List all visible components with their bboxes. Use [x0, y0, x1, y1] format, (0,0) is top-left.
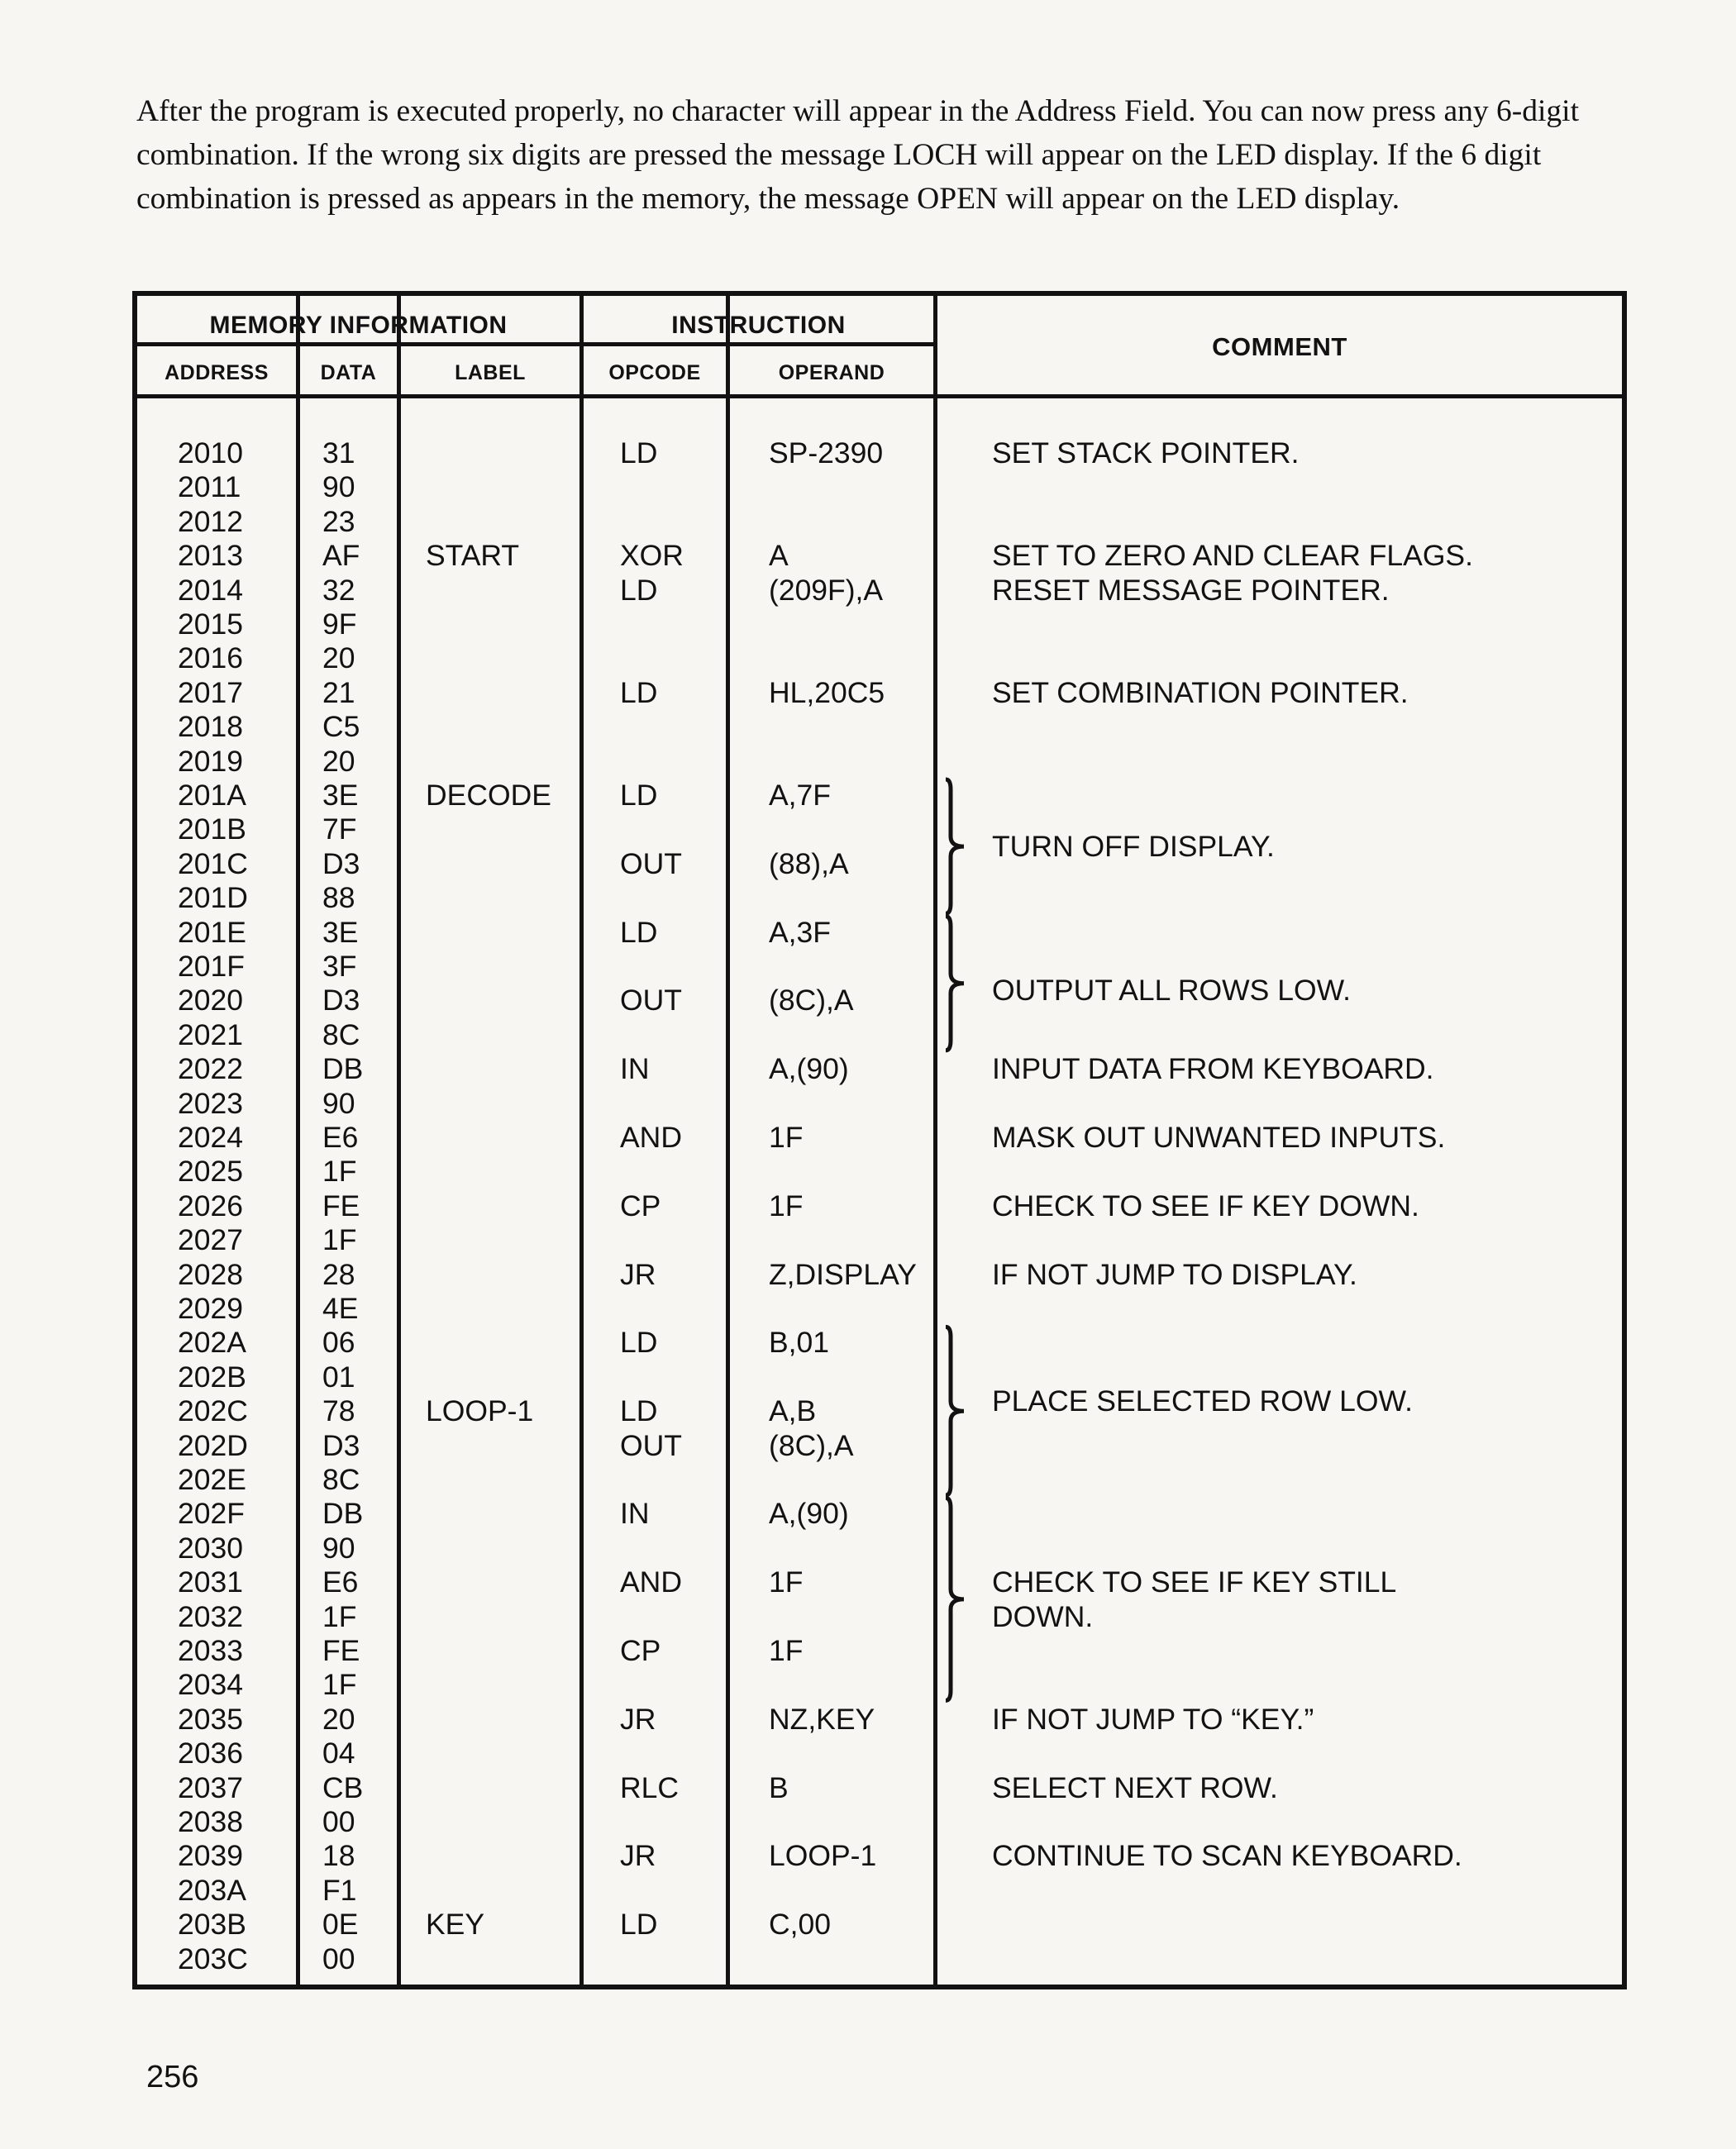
address-cell: 2019: [178, 744, 243, 778]
address-cell: 2017: [178, 675, 243, 709]
comment-line: SET STACK POINTER.: [992, 436, 1300, 469]
label-header: LABEL: [455, 360, 526, 384]
opcode-cell: LD: [620, 1908, 658, 1942]
operand-cell: A,3F: [769, 915, 831, 949]
data-cell: 01: [322, 1360, 355, 1394]
comment-brace: [946, 779, 964, 913]
data-cell: 00: [322, 1805, 355, 1838]
data-cell: DB: [322, 1052, 364, 1086]
data-cell: 3F: [322, 950, 357, 983]
operand-cell: (209F),A: [769, 573, 884, 607]
data-cell: 4E: [322, 1292, 359, 1325]
data-cell: 3E: [322, 779, 359, 812]
comment-line: SELECT NEXT ROW.: [992, 1770, 1278, 1804]
data-cell: 20: [322, 744, 355, 778]
opcode-header: OPCODE: [608, 360, 701, 384]
operand-cell: SP-2390: [769, 436, 884, 469]
comment-line: RESET MESSAGE POINTER.: [992, 574, 1390, 608]
opcode-cell: CP: [620, 1634, 661, 1667]
opcode-cell: IN: [620, 1497, 650, 1531]
opcode-cell: JR: [620, 1257, 656, 1291]
operand-cell: A: [769, 539, 789, 573]
address-header: ADDRESS: [165, 360, 269, 384]
data-cell: C5: [322, 710, 360, 744]
address-cell: 2011: [178, 470, 241, 504]
opcode-cell: LD: [620, 779, 658, 812]
operand-cell: A,(90): [769, 1497, 849, 1531]
label-cell: START: [426, 539, 520, 573]
address-cell: 2022: [178, 1052, 243, 1086]
data-cell: D3: [322, 984, 360, 1017]
address-cell: 2026: [178, 1189, 243, 1222]
address-cell: 2012: [178, 504, 243, 538]
address-cell: 201D: [178, 881, 248, 915]
data-cell: 90: [322, 1531, 355, 1565]
data-cell: 1F: [322, 1223, 357, 1257]
data-cell: FE: [322, 1189, 360, 1222]
address-cell: 203C: [178, 1942, 248, 1975]
opcode-cell: OUT: [620, 984, 682, 1017]
opcode-cell: LD: [620, 915, 658, 949]
page-number: 256: [146, 2060, 199, 2094]
address-cell: 201E: [178, 915, 246, 949]
operand-cell: NZ,KEY: [769, 1702, 875, 1736]
address-cell: 2024: [178, 1121, 243, 1154]
intro-paragraph: After the program is executed properly, no character will appear in the Address Field. You can now press any 6-digit combination. If the wrong six digits are pressed the message LOCH will appear on the LED display. If the 6 digit combination is pressed as appears in the memory, the message OPEN will appear on the LED display.: [136, 94, 1579, 216]
operand-cell: B: [769, 1770, 789, 1804]
instruction-header: INSTRUCTION: [671, 312, 846, 339]
data-cell: 7F: [322, 812, 357, 846]
opcode-cell: LD: [620, 573, 658, 607]
address-cell: 2018: [178, 710, 243, 744]
address-cell: 2016: [178, 641, 243, 675]
operand-cell: 1F: [769, 1634, 804, 1667]
opcode-cell: LD: [620, 675, 658, 709]
label-cell: KEY: [426, 1908, 485, 1942]
address-cell: 2025: [178, 1155, 243, 1189]
data-cell: 06: [322, 1326, 355, 1360]
opcode-cell: JR: [620, 1702, 656, 1736]
address-cell: 2036: [178, 1737, 243, 1770]
operand-cell: A,(90): [769, 1052, 849, 1086]
data-cell: 78: [322, 1394, 355, 1428]
data-cell: 18: [322, 1839, 355, 1873]
opcode-cell: LD: [620, 436, 658, 469]
address-cell: 2014: [178, 573, 243, 607]
address-cell: 2015: [178, 608, 243, 641]
opcode-cell: OUT: [620, 846, 682, 880]
address-cell: 2013: [178, 539, 243, 573]
comment-brace: [946, 917, 964, 1051]
opcode-cell: LD: [620, 1326, 658, 1360]
address-cell: 203A: [178, 1873, 246, 1907]
operand-cell: (8C),A: [769, 984, 854, 1017]
comment-line: PLACE SELECTED ROW LOW.: [992, 1384, 1413, 1418]
address-cell: 202D: [178, 1428, 248, 1462]
data-cell: FE: [322, 1634, 360, 1667]
data-cell: 8C: [322, 1463, 360, 1496]
address-cell: 2021: [178, 1017, 243, 1051]
operand-cell: A,B: [769, 1394, 817, 1428]
address-cell: 2032: [178, 1599, 243, 1633]
data-cell: DB: [322, 1497, 364, 1531]
comment-braces: [132, 291, 1627, 1989]
comment-line: IF NOT JUMP TO DISPLAY.: [992, 1257, 1357, 1291]
address-cell: 2037: [178, 1770, 243, 1804]
comment-line: CONTINUE TO SCAN KEYBOARD.: [992, 1839, 1462, 1873]
comment-brace: [946, 1327, 964, 1495]
data-cell: 0E: [322, 1908, 359, 1942]
address-cell: 2010: [178, 436, 243, 469]
address-cell: 202C: [178, 1394, 248, 1428]
operand-cell: 1F: [769, 1565, 804, 1599]
comment-line: SET COMBINATION POINTER.: [992, 675, 1409, 709]
data-cell: 20: [322, 1702, 355, 1736]
address-cell: 2038: [178, 1805, 243, 1838]
address-cell: 203B: [178, 1908, 246, 1942]
comment-line: MASK OUT UNWANTED INPUTS.: [992, 1121, 1446, 1154]
data-cell: D3: [322, 846, 360, 880]
program-listing-table: [132, 291, 1627, 1989]
data-cell: 32: [322, 573, 355, 607]
data-cell: AF: [322, 539, 360, 573]
address-cell: 201B: [178, 812, 246, 846]
data-cell: CB: [322, 1770, 364, 1804]
comment-line: TURN OFF DISPLAY.: [992, 830, 1275, 864]
address-cell: 202F: [178, 1497, 245, 1531]
comment-brace: [946, 1498, 964, 1700]
operand-cell: 1F: [769, 1121, 804, 1154]
opcode-cell: XOR: [620, 539, 684, 573]
data-header: DATA: [320, 360, 377, 384]
address-cell: 2031: [178, 1565, 243, 1599]
data-cell: 21: [322, 675, 355, 709]
data-cell: 23: [322, 504, 355, 538]
address-cell: 201F: [178, 950, 245, 983]
address-cell: 202E: [178, 1463, 246, 1496]
data-cell: F1: [322, 1873, 357, 1907]
opcode-cell: JR: [620, 1839, 656, 1873]
data-cell: 1F: [322, 1599, 357, 1633]
address-cell: 2020: [178, 984, 243, 1017]
opcode-cell: AND: [620, 1121, 682, 1154]
address-cell: 2039: [178, 1839, 243, 1873]
opcode-cell: AND: [620, 1565, 682, 1599]
address-cell: 2034: [178, 1668, 243, 1702]
data-cell: E6: [322, 1565, 359, 1599]
memory-information-header: MEMORY INFORMATION: [209, 312, 508, 339]
address-cell: 201C: [178, 846, 248, 880]
address-cell: 2035: [178, 1702, 243, 1736]
data-cell: 8C: [322, 1017, 360, 1051]
operand-cell: C,00: [769, 1908, 831, 1942]
address-cell: 2029: [178, 1292, 243, 1325]
operand-header: OPERAND: [778, 360, 885, 384]
data-cell: 1F: [322, 1155, 357, 1189]
comment-header: COMMENT: [1212, 332, 1347, 361]
address-cell: 202B: [178, 1360, 246, 1394]
comment-line: IF NOT JUMP TO “KEY.”: [992, 1702, 1314, 1736]
operand-cell: (88),A: [769, 846, 849, 880]
address-cell: 2030: [178, 1531, 243, 1565]
operand-cell: A,7F: [769, 779, 831, 812]
data-cell: 28: [322, 1257, 355, 1291]
data-cell: E6: [322, 1121, 359, 1154]
data-cell: 04: [322, 1737, 355, 1770]
data-cell: 1F: [322, 1668, 357, 1702]
data-cell: 20: [322, 641, 355, 675]
operand-cell: 1F: [769, 1189, 804, 1222]
comment-line: CHECK TO SEE IF KEY DOWN.: [992, 1189, 1419, 1222]
data-cell: D3: [322, 1428, 360, 1462]
operand-cell: B,01: [769, 1326, 830, 1360]
comment-line: CHECK TO SEE IF KEY STILL: [992, 1565, 1397, 1599]
address-cell: 202A: [178, 1326, 246, 1360]
address-cell: 2023: [178, 1086, 243, 1120]
comment-line: DOWN.: [992, 1600, 1094, 1634]
address-cell: 201A: [178, 779, 246, 812]
label-cell: LOOP-1: [426, 1394, 534, 1428]
data-cell: 9F: [322, 608, 357, 641]
address-cell: 2033: [178, 1634, 243, 1667]
comment-line: SET TO ZERO AND CLEAR FLAGS.: [992, 539, 1473, 573]
address-cell: 2027: [178, 1223, 243, 1257]
data-cell: 90: [322, 1086, 355, 1120]
data-cell: 88: [322, 881, 355, 915]
data-cell: 3E: [322, 915, 359, 949]
comment-line: INPUT DATA FROM KEYBOARD.: [992, 1052, 1434, 1086]
opcode-cell: OUT: [620, 1428, 682, 1462]
operand-cell: Z,DISPLAY: [769, 1257, 917, 1291]
operand-cell: LOOP-1: [769, 1839, 877, 1873]
opcode-cell: IN: [620, 1052, 650, 1086]
data-cell: 00: [322, 1942, 355, 1975]
opcode-cell: LD: [620, 1394, 658, 1428]
opcode-cell: RLC: [620, 1770, 680, 1804]
data-cell: 31: [322, 436, 355, 469]
address-cell: 2028: [178, 1257, 243, 1291]
label-cell: DECODE: [426, 779, 551, 812]
operand-cell: (8C),A: [769, 1428, 854, 1462]
opcode-cell: CP: [620, 1189, 661, 1222]
comment-line: OUTPUT ALL ROWS LOW.: [992, 973, 1351, 1007]
operand-cell: HL,20C5: [769, 675, 885, 709]
data-cell: 90: [322, 470, 355, 504]
